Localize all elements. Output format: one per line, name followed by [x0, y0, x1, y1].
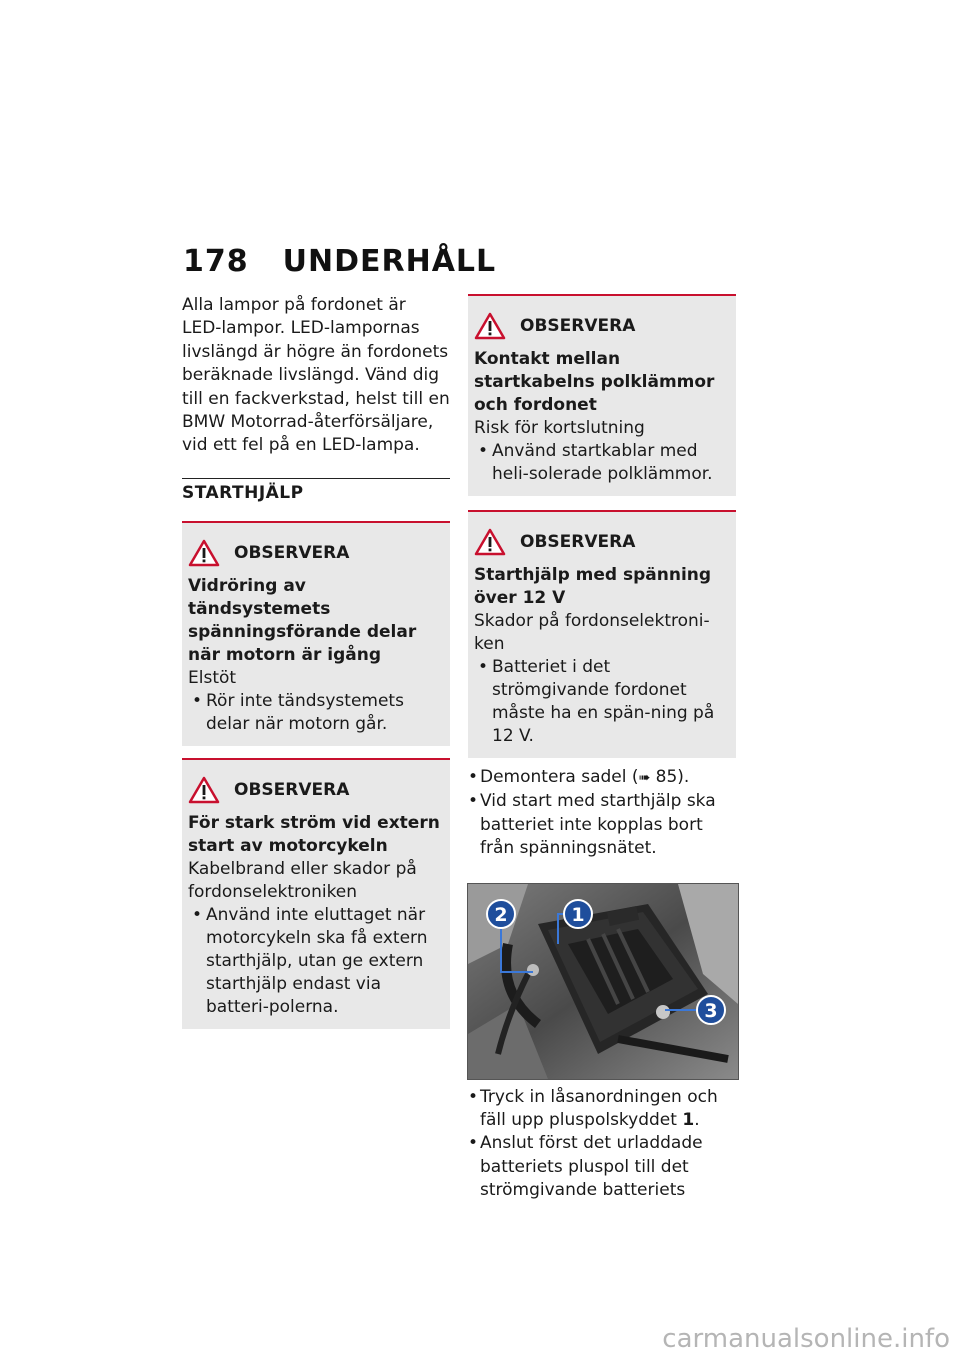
warning-bullet: • Använd inte eluttaget när motorcykeln ska få extern starthjälp, utan ge extern starthjälp endast via batteri-polerna.	[192, 904, 428, 1017]
svg-text:3: 3	[704, 999, 718, 1022]
warning-triangle-icon	[188, 776, 220, 804]
battery-photo	[467, 883, 739, 1080]
warning-triangle-icon	[474, 312, 506, 340]
intro-paragraph: Alla lampor på fordonet är LED-lampor. LED-lampornas livslängd är högre än fordonets beräknade livslängd. Vänd dig till en fackverkstad, helst till en BMW Motorrad-återförsäljare, vid ett fel på en LED-lampa.	[182, 295, 450, 456]
warning-label: OBSERVERA	[234, 779, 350, 800]
warning-risk: Skador på fordonselektroni-ken	[474, 611, 710, 654]
callout-marker	[697, 996, 725, 1024]
warning-risk: Elstöt	[188, 667, 237, 688]
warning-risk: Risk för kortslutning	[474, 418, 645, 438]
instruction-steps	[468, 766, 736, 861]
callout-marker	[487, 900, 515, 928]
page-heading	[183, 244, 496, 279]
callout-marker	[564, 900, 592, 928]
instruction-steps	[468, 1086, 736, 1203]
warning-bullet: • Batteriet i det strömgivande fordonet måste ha en spän-ning på 12 V.	[478, 657, 715, 746]
right-column	[468, 294, 736, 1203]
warning-title: Vidröring av tändsystemets spänningsförande delar när motorn är igång	[188, 575, 417, 665]
step-item: • Anslut först det urladdade batteriets pluspol till det strömgivande batteriets	[468, 1133, 703, 1201]
warning-box	[468, 294, 736, 496]
warning-box	[182, 758, 450, 1029]
watermark: carmanualsonline.info	[662, 1324, 950, 1354]
step-item: • Demontera sadel (➠ 85).	[468, 767, 690, 787]
section-title: STARTHJÄLP	[182, 482, 304, 503]
left-column	[182, 294, 450, 1029]
warning-label: OBSERVERA	[520, 316, 636, 336]
warning-box	[182, 521, 450, 746]
warning-bullet: • Använd startkablar med heli-solerade polklämmor.	[478, 441, 713, 484]
page-number: 178	[183, 244, 249, 279]
warning-header	[474, 528, 726, 556]
warning-risk: Kabelbrand eller skador på fordonselektroniken	[188, 858, 417, 902]
page-ref-arrow-icon: ➠	[638, 770, 651, 786]
warning-triangle-icon	[188, 539, 220, 567]
warning-bullet: • Rör inte tändsystemets delar när motorn går.	[192, 690, 404, 734]
warning-header	[188, 776, 440, 804]
warning-title: För stark ström vid extern start av motorcykeln	[188, 812, 440, 856]
battery-illustration	[468, 884, 738, 1079]
page-ref-link[interactable]: 85	[655, 767, 678, 787]
warning-title: Starthjälp med spänning över 12 V	[474, 565, 712, 608]
step-item: • Vid start med starthjälp ska batteriet inte kopplas bort från spänningsnätet.	[468, 791, 716, 859]
warning-label: OBSERVERA	[520, 532, 636, 552]
step-item: • Tryck in låsanordningen och fäll upp pluspolskyddet 1.	[468, 1086, 718, 1131]
warning-header	[188, 539, 440, 567]
svg-text:1: 1	[571, 903, 585, 926]
warning-triangle-icon	[474, 528, 506, 556]
warning-box	[468, 510, 736, 758]
warning-label: OBSERVERA	[234, 542, 350, 563]
section-divider	[182, 478, 450, 479]
chapter-title: UNDERHÅLL	[282, 244, 497, 279]
svg-text:2: 2	[494, 903, 508, 926]
warning-title: Kontakt mellan startkabelns polklämmor och fordonet	[474, 349, 715, 415]
warning-header	[474, 312, 726, 340]
